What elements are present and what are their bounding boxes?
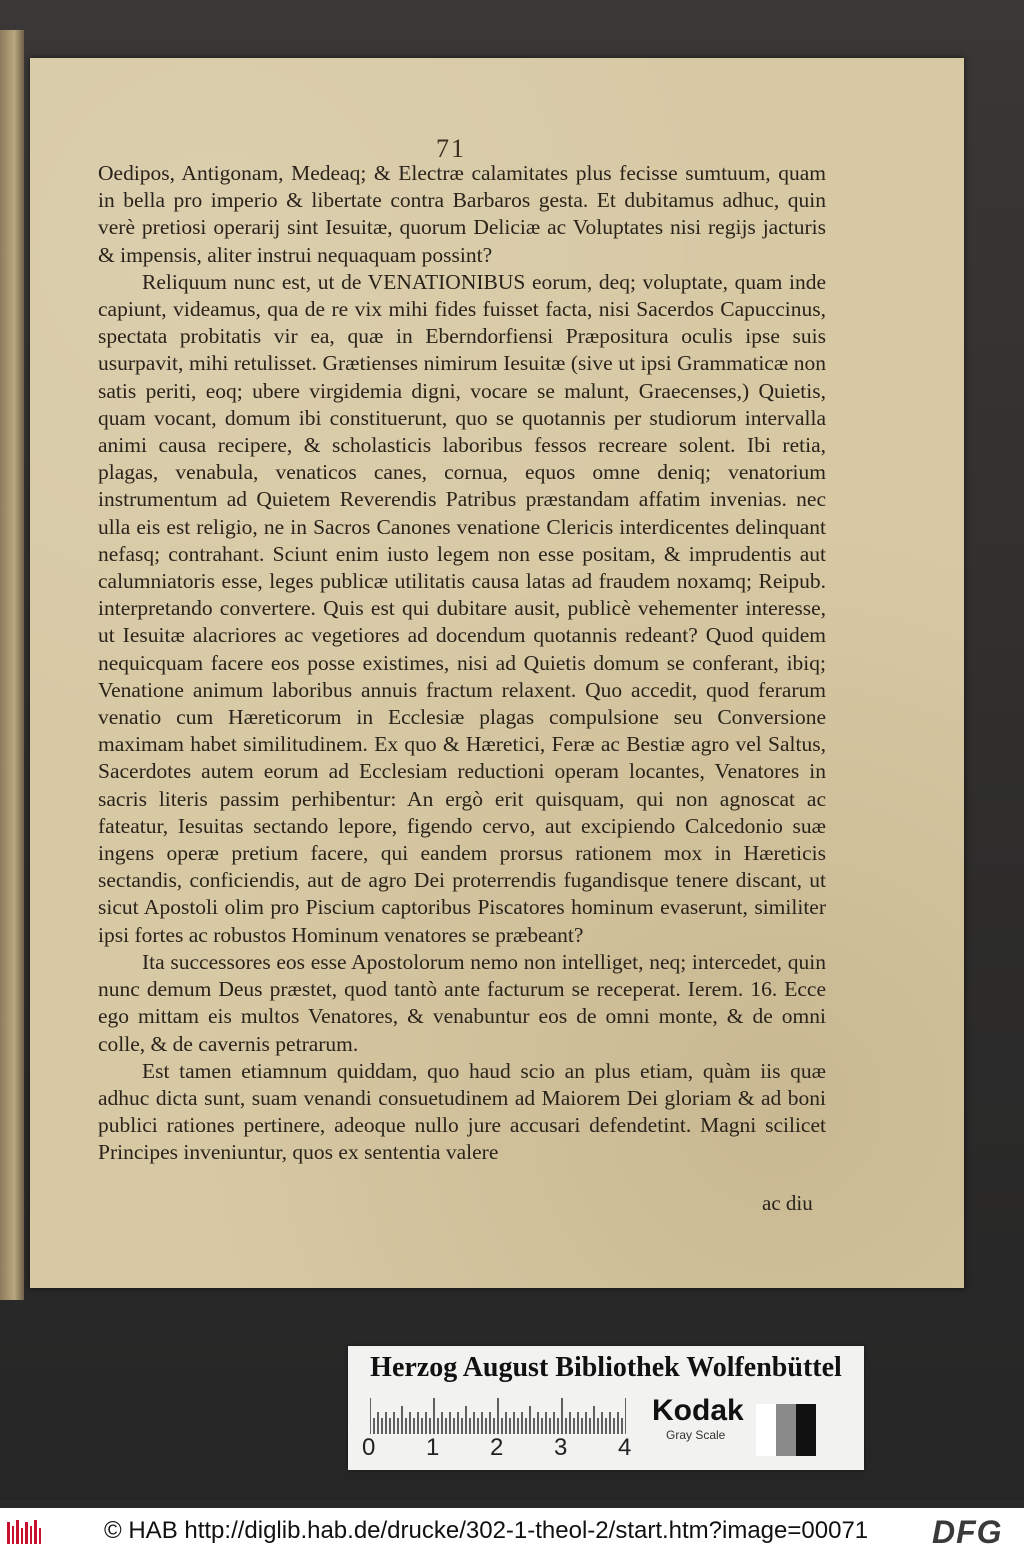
footer-bar xyxy=(0,1508,1024,1556)
page-number: 71 xyxy=(436,134,466,163)
hab-logo-icon xyxy=(6,1518,42,1546)
ruler-scale xyxy=(370,1396,626,1436)
page-text xyxy=(98,160,826,1167)
ruler-numbers xyxy=(362,1434,642,1464)
library-label-card xyxy=(348,1346,864,1470)
dfg-logo: DFG xyxy=(932,1514,1003,1550)
catchword: ac diu xyxy=(762,1191,813,1215)
library-name: Herzog August Bibliothek Wolfenbüttel xyxy=(370,1352,842,1383)
ruler-number: 2 xyxy=(490,1434,504,1461)
copyright-url: © HAB http://diglib.hab.de/drucke/302-1-theol-2/start.htm?image=00071 xyxy=(104,1517,869,1544)
paragraph-2: Reliquum nunc est, ut de VENATIONIBUS eorum, deq; voluptate, quam inde capiunt, videamus, qua de re vix mihi fides fuisset facta, nisi Sacerdos Capuccinus, spectata probitatis vir ea, quæ in Eberndorfiensi Præpositura oculis ipse suis usurpavit, mihi retulisset. Grætienses nimirum Iesuitæ (sive ut ipsi Grammaticæ non satis periti, eoq; ubere virgidemia digni, vocare se malunt, Graecenses,) Quietis, quam vocant, domum ibi constituerunt, quo se quotannis per studiorum intervalla animi causa recipere, & scholasticis laboribus fessos recreare solent. Ibi retia, plagas, venabula, venaticos canes, cornua, equos omne deniq; venatorium instrumentum ad Quietem Reverendis Patribus præstandam affatim invenias. nec ulla eis est religio, ne in Sacros Canones venatione Clericis interdicentes delinquant nefasq; contrahant. Sciunt enim iusto legem non esse positam, & imprudentis aut calumniatoris esse, leges publicæ utilitatis causa latas ad fraudem noxamq; Reipub. interpretando convertere. Quis est qui dubitare ausit, publicè vehementer interesse, ut Iesuitæ alacriores ac vegetiores ad docendum quotannis redeant? Quod quidem nequicquam facere eos posse existimes, nisi ad Quietis domum se conferant, ibiq; Venatione animum laboribus annuis fractum relaxent. Quo accedit, quod ferarum venatio cum Hæreticorum in Ecclesiæ plagas compulsione seu Conversione maximam habet similitudinem. Ex quo & Hæretici, Feræ ac Bestiæ agro vel Saltus, Sacerdotes autem eorum ad Ecclesiam reductioni operam locantes, Venatores in sacris literis passim perhibentur: An ergò erit quisquam, qui non agnoscat ac fateatur, Iesuitas sectando lepore, figendo cervo, aut excipiendo Calcedonio suæ ingens operæ pretium facere, qui eandem prorsus rationem mox in Hæreticis sectandis, conficiendis, aut de agro Dei proterrendis fugandisque tenere discant, ut sicut Apostoli olim pro Piscium captoribus Piscatores hominum evaserunt, similiter ipsi fortes ac robustos Hominum venatores se præbeant? xyxy=(98,269,826,947)
paragraph-4: Est tamen etiamnum quiddam, quo haud scio an plus etiam, quàm iis quæ adhuc dicta sunt, suam venandi consuetudinem ad Maiorem Dei gloriam & ad boni publici rationes pertinere, adeoque nullo jure accusari defendetint. Magni scilicet Principes inveniuntur, quos ex sententia valere xyxy=(98,1058,826,1165)
ruler-number: 4 xyxy=(618,1434,632,1461)
previous-page-edge xyxy=(0,30,24,1300)
ruler-number: 1 xyxy=(426,1434,440,1461)
gray-scale-patch xyxy=(756,1404,816,1456)
paragraph-3: Ita successores eos esse Apostolorum nemo non intelliget, neq; intercedet, quin nunc demum Deus præstet, quod tantò ante facturum se receperat. Ierem. 16. Ecce ego mittam eis multos Venatores, & venabuntur eos de omni monte, & de omni colle, & de cavernis petrarum. xyxy=(98,949,826,1056)
gray-scale-caption: Gray Scale xyxy=(666,1428,726,1442)
kodak-brand: Kodak xyxy=(652,1394,744,1427)
paragraph-1: Oedipos, Antigonam, Medeaq; & Electræ calamitates plus fecisse sumtuum, quam in bella pro imperio & libertate contra Barbaros gesta. Et dubitamus adhuc, quin verè pretiosi operarij sint Iesuitæ, quorum Deliciæ ac Voluptates nisi regijs jacturis & impensis, aliter instrui nequaquam possint? xyxy=(98,161,826,267)
ruler-number: 3 xyxy=(554,1434,568,1461)
ruler-number: 0 xyxy=(362,1434,376,1461)
